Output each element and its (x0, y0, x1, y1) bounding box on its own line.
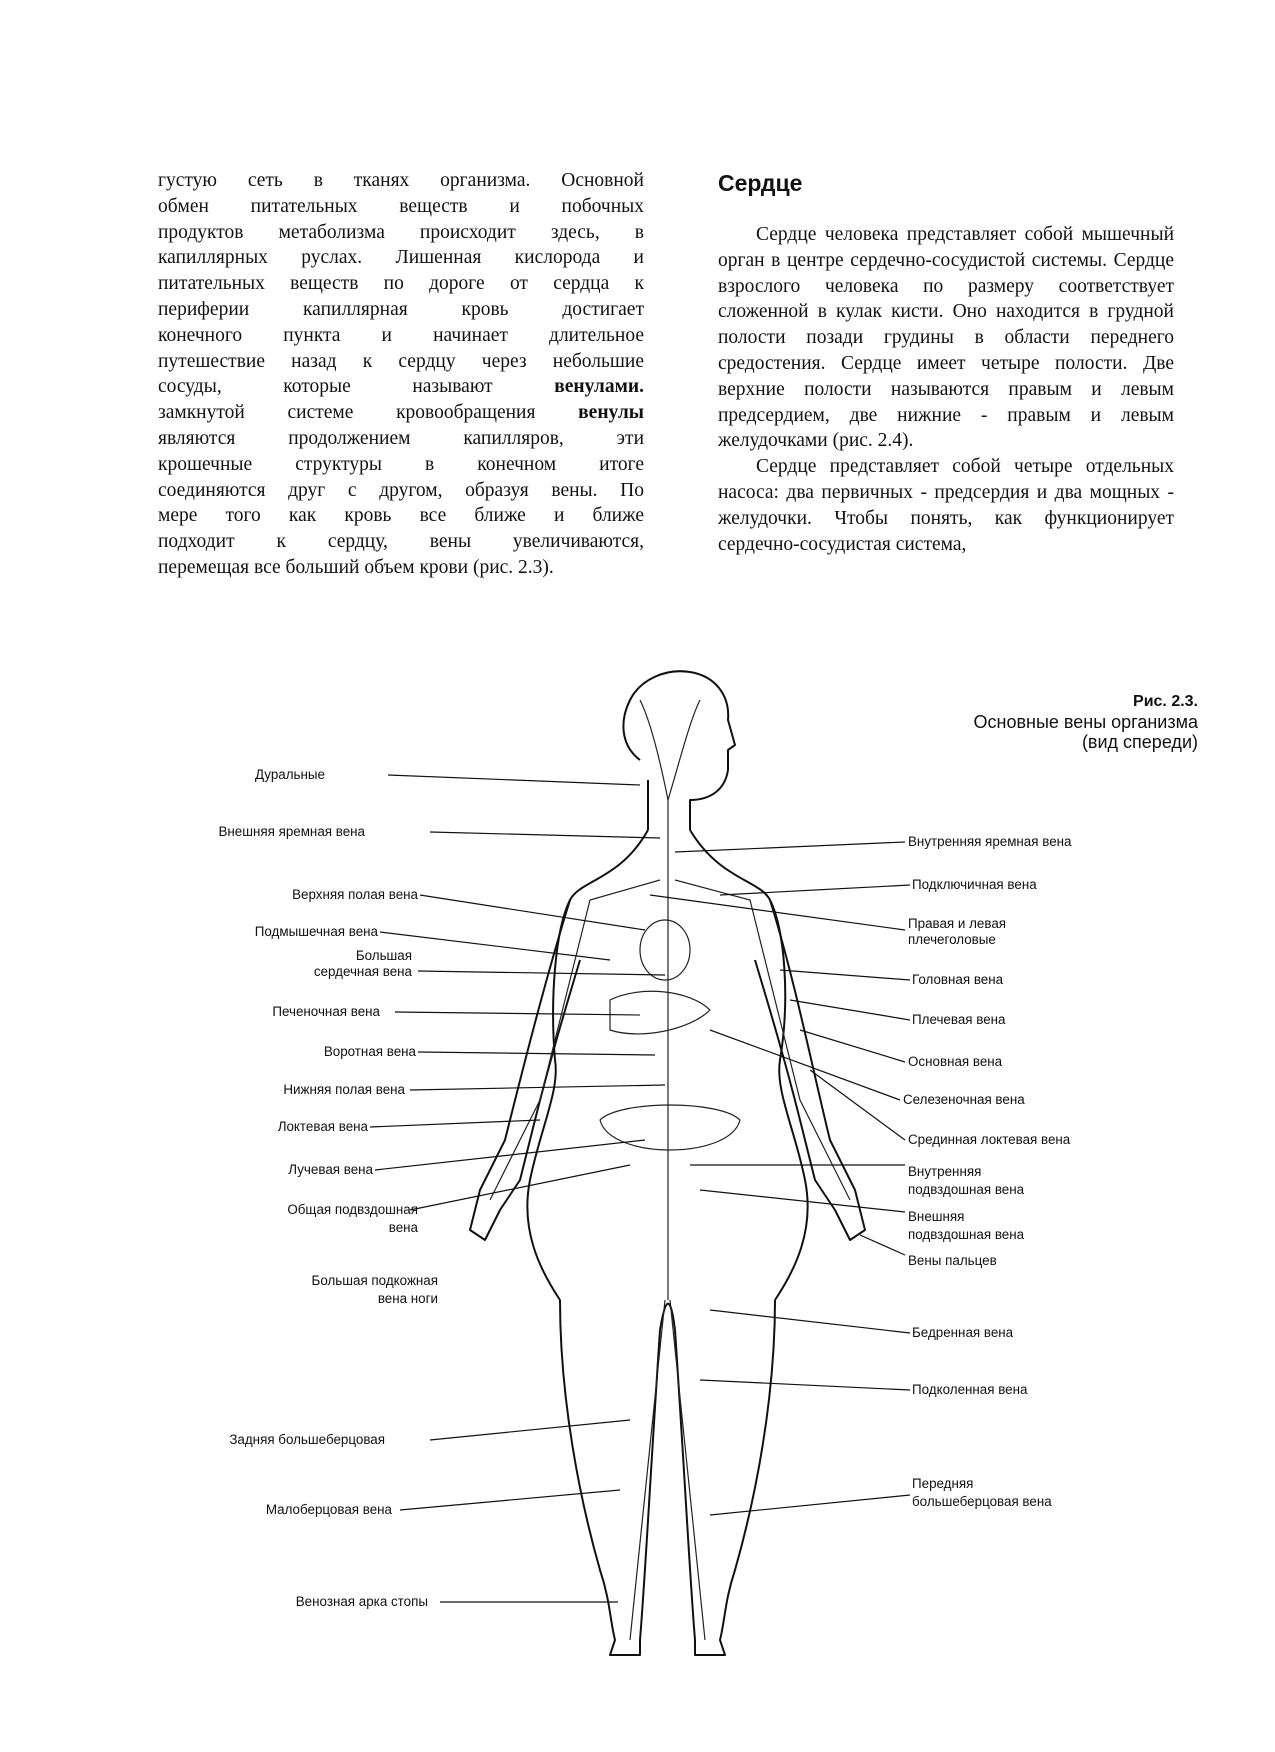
label: Бедренная вена (912, 1325, 1014, 1340)
label: Внутренняя яремная вена (908, 834, 1072, 849)
label: сердечная вена (313, 964, 412, 979)
text-line: являются продолжением капилляров, эти (158, 427, 644, 449)
label: Селезеночная вена (903, 1092, 1025, 1107)
label: Подмышечная вена (254, 924, 378, 939)
label: Малоберцовая вена (265, 1502, 392, 1517)
label: Печеночная вена (272, 1004, 380, 1019)
label: Задняя большеберцовая (229, 1432, 385, 1447)
label: Верхняя полая вена (292, 887, 418, 902)
text-line: мере того как кровь все ближе и ближе (158, 505, 644, 527)
torso-outline-right (690, 830, 808, 1300)
liver (610, 991, 710, 1034)
label: Воротная вена (323, 1044, 416, 1059)
label: вена (388, 1220, 418, 1235)
paragraph: Сердце человека представляет собой мышечный орган в центре сердечно-сосудистой системы. Сердце взрослого человека по размеру соответствует сложенной в кулак кисти. Оно находится в грудной полости позади грудины в области переднего средостения. Сердце имеет четыре полости. Две верхние полости называются правым и левым предсердием, две нижние - правым и левым желудочками (рис. 2.4). (718, 224, 1174, 452)
label: Срединная локтевая вена (908, 1132, 1071, 1147)
label: Нижняя полая вена (283, 1082, 405, 1097)
label: Правая и левая (908, 916, 1007, 931)
text-line: соединяются друг с другом, образуя вены. По (158, 479, 644, 501)
text-line: перемещая все больший объем крови (рис. 2.3). (158, 556, 554, 578)
label: Большая подкожная (311, 1273, 438, 1288)
text-line: крошечные структуры в конечном итоге (158, 453, 644, 475)
text-line: густую сеть в тканях организма. Основной (158, 170, 644, 191)
label: Общая подвздошная (287, 1202, 418, 1217)
caption-line: Основные вены организма (973, 712, 1198, 732)
text-line: обмен питательных веществ и побочных (158, 195, 644, 217)
text-line: капиллярных руслах. Лишенная кислорода и (158, 247, 644, 269)
caption-line: (вид спереди) (1081, 732, 1198, 752)
label: Венозная арка стопы (295, 1594, 428, 1609)
vein (490, 880, 850, 1200)
label: плечеголовые (908, 932, 996, 947)
leader-lines (370, 775, 910, 1602)
label: Вены пальцев (908, 1253, 997, 1268)
bold-term: венулы (578, 402, 644, 424)
label: подвздошная вена (908, 1227, 1025, 1242)
label: Внешняя (908, 1209, 965, 1224)
heart (640, 920, 690, 980)
label: большеберцовая вена (912, 1494, 1052, 1509)
vein-paths (490, 700, 850, 1640)
text-line: подходит к сердцу, вены увеличиваются, (158, 531, 644, 553)
label: Внутренняя (908, 1164, 982, 1179)
head-outline (623, 671, 735, 830)
arm-left (470, 900, 580, 1240)
leg-right (675, 1300, 775, 1655)
label: Локтевая вена (277, 1119, 368, 1134)
label: Головная вена (912, 972, 1004, 987)
paragraph: Сердце представляет собой четыре отдельных насоса: два первичных - предсердия и два мощных - желудочки. Чтобы понять, как функционирует сердечно-сосудистая система, (718, 456, 1174, 555)
label: Подключичная вена (912, 877, 1037, 892)
label: Дуральные (254, 767, 325, 782)
text-line: замкнутой системе кровообращения венулы (158, 402, 644, 424)
label: вена ноги (377, 1291, 438, 1306)
text-line: путешествие назад к сердцу через небольшие (158, 350, 644, 372)
label: Передняя (912, 1476, 974, 1491)
figure-number: Рис. 2.3. (1133, 693, 1198, 710)
vein (630, 800, 705, 1640)
label: подвздошная вена (908, 1182, 1025, 1197)
bold-term: венулами. (554, 376, 644, 398)
text-line: сосуды, которые называют венулами. (158, 376, 644, 398)
text-line: периферии капиллярная кровь достигает (158, 298, 644, 320)
torso-outline (527, 830, 648, 1300)
labels-left (218, 767, 438, 1609)
labels-right (903, 834, 1072, 1509)
label: Основная вена (908, 1054, 1003, 1069)
section-title: Сердце (718, 170, 803, 196)
text-line: конечного пункта и начинает длительное (158, 324, 644, 346)
text-line: продуктов метаболизма происходит здесь, в (158, 221, 644, 243)
label: Плечевая вена (912, 1012, 1006, 1027)
label: Подколенная вена (912, 1382, 1028, 1397)
label: Внешняя яремная вена (218, 824, 365, 839)
text-line: питательных веществ по дороге от сердца к (158, 273, 644, 295)
label: Лучевая вена (288, 1162, 373, 1177)
label: Большая (355, 948, 412, 963)
